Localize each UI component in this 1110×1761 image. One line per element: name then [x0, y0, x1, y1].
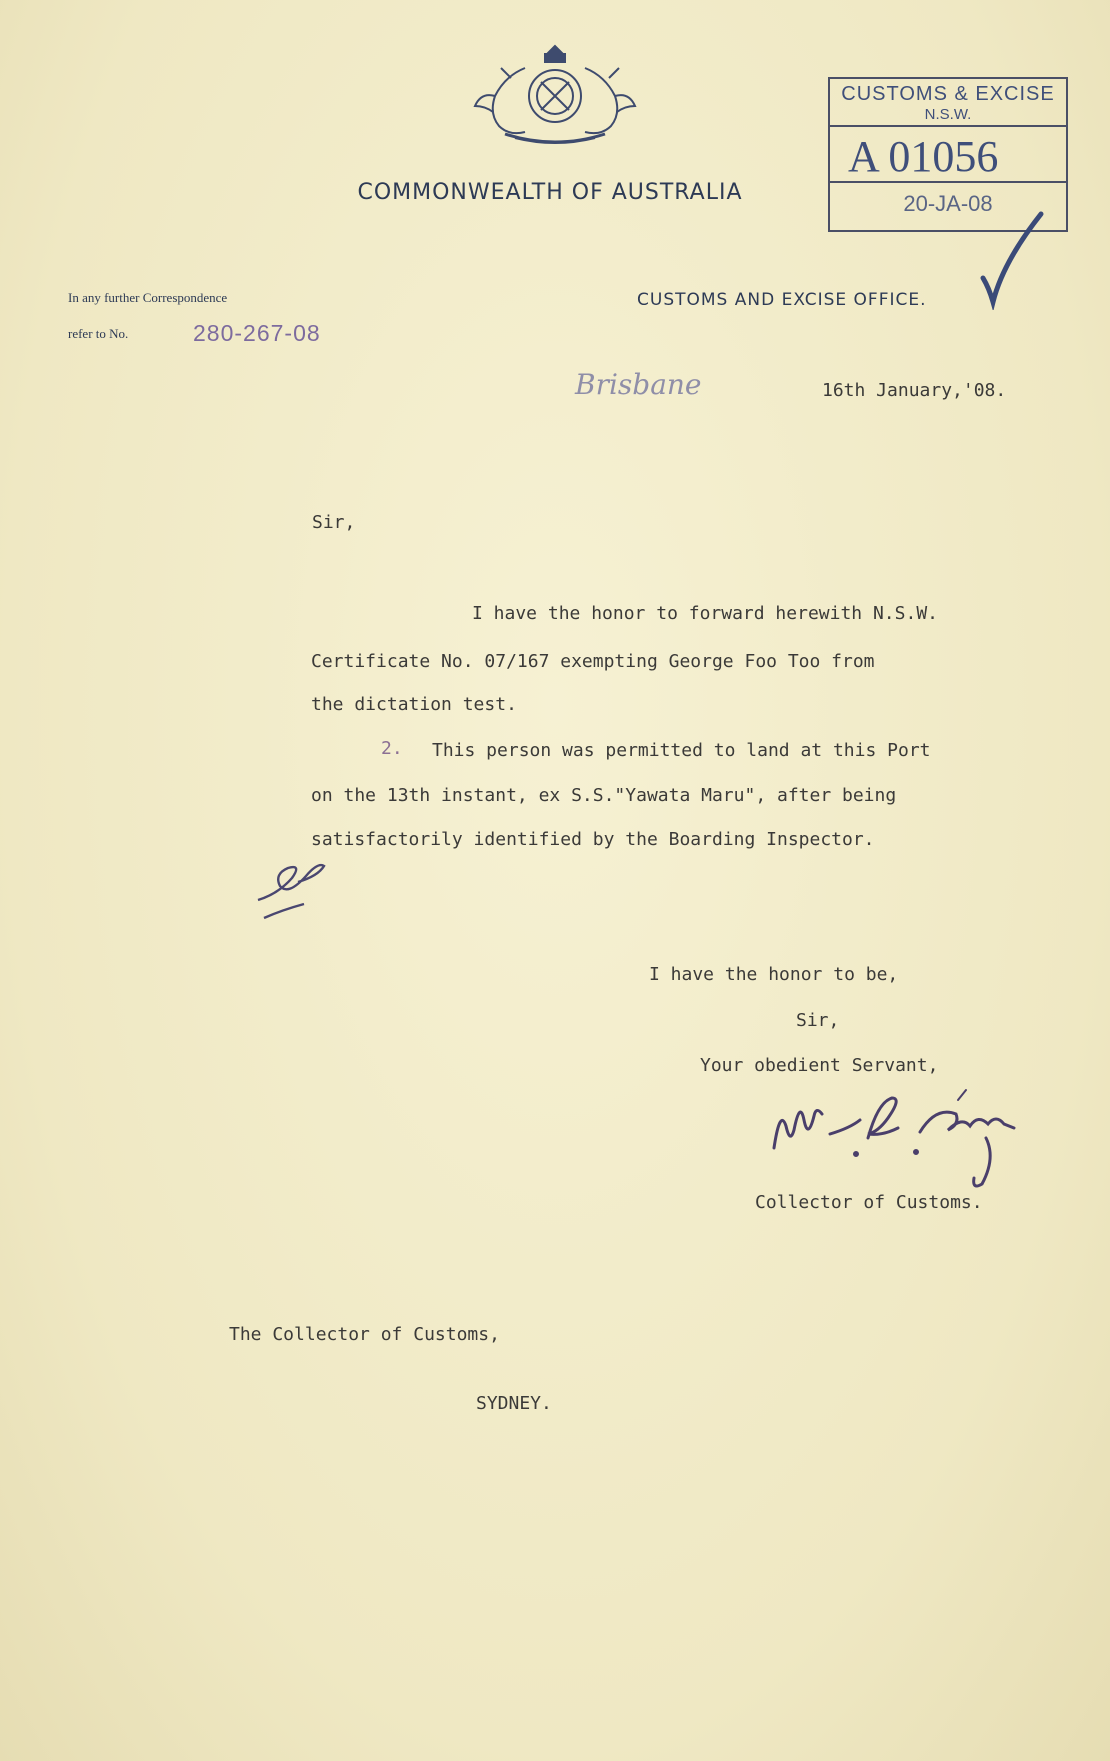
stamp-number: A 01056	[848, 132, 999, 181]
paragraph-2-line-2: on the 13th instant, ex S.S."Yawata Maru", after being	[311, 785, 897, 806]
office-name: CUSTOMS AND EXCISE OFFICE.	[637, 290, 927, 310]
check-mark-icon	[975, 210, 1045, 310]
recipient-line-1: The Collector of Customs,	[229, 1324, 500, 1345]
closing-line-2: Sir,	[796, 1010, 840, 1031]
received-stamp	[828, 77, 1068, 232]
margin-initials-mark	[252, 852, 332, 924]
recipient-line-2: SYDNEY.	[476, 1393, 552, 1414]
salutation: Sir,	[312, 512, 356, 533]
stamp-date: 20-JA-08	[903, 191, 993, 216]
reference-number: 280-267-08	[193, 320, 321, 346]
closing-line-3: Your obedient Servant,	[700, 1055, 939, 1076]
handwritten-signature	[760, 1082, 1060, 1192]
signatory-title: Collector of Customs.	[755, 1192, 983, 1213]
paragraph-2-line-1: This person was permitted to land at this Port	[432, 740, 931, 761]
paragraph-1-line-1: I have the honor to forward herewith N.S.W.	[472, 603, 938, 624]
closing-line-1: I have the honor to be,	[649, 964, 899, 985]
paragraph-1-line-3: the dictation test.	[311, 694, 517, 715]
stamp-divider	[830, 181, 1066, 183]
letterhead-heading: COMMONWEALTH OF AUSTRALIA	[357, 180, 743, 205]
coat-of-arms-emblem	[465, 38, 645, 153]
letter-date: 16th January,'08.	[822, 380, 1007, 401]
place-name: Brisbane	[575, 368, 702, 401]
paragraph-1-line-2: Certificate No. 07/167 exempting George Foo Too from	[311, 651, 875, 672]
correspondence-note: In any further Correspondence	[68, 290, 228, 305]
paragraph-2-line-3: satisfactorily identified by the Boarding Inspector.	[311, 829, 875, 850]
stamp-divider	[830, 125, 1066, 127]
correspondence-refer-label: refer to No.	[68, 326, 129, 341]
stamp-subtitle: N.S.W.	[924, 106, 972, 123]
paragraph-2-number: 2.	[381, 738, 403, 759]
stamp-title: CUSTOMS & EXCISE	[841, 83, 1055, 105]
